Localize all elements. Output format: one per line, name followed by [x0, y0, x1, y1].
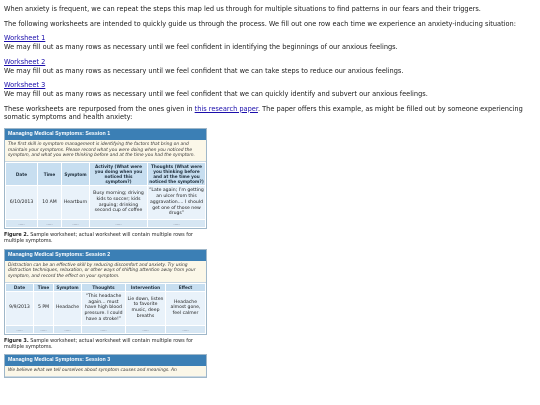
- table-cell: 6/10/2013: [6, 186, 38, 220]
- caption-label: Figure 3.: [4, 337, 29, 344]
- table-cell: 9/9/2013: [6, 291, 34, 325]
- figure-session-1: [4, 128, 207, 245]
- ellipsis-cell: .....: [38, 219, 62, 227]
- worksheet-1-description: We may fill out as many rows as necessary until we feel confident in identifying the beginnings of our anxious feelings.: [4, 43, 398, 52]
- table-cell: Headache: [54, 291, 82, 325]
- caption-label: Figure 2.: [4, 231, 29, 238]
- column-header: Symptom: [54, 283, 82, 291]
- column-header: Date: [6, 163, 38, 186]
- worksheet-image-session-1: [4, 128, 207, 229]
- table-cell: “Late again; I’m getting an ulcer from this aggravation.... I should get one of those new drugs”: [148, 186, 206, 220]
- table-row: [6, 186, 206, 220]
- worksheet-table: [5, 162, 206, 228]
- ellipsis-cell: .....: [62, 219, 90, 227]
- figure-title: Managing Medical Symptoms: Session 2: [5, 250, 206, 261]
- caption-text: Sample worksheet; actual worksheet will contain multiple rows for multiple symptoms.: [4, 337, 193, 350]
- figure-instructions: We believe what we tell ourselves about symptom causes and meanings. An: [5, 366, 206, 377]
- ellipsis-cell: .....: [34, 325, 54, 333]
- figure-session-3: [4, 354, 207, 378]
- ellipsis-cell: .....: [148, 219, 206, 227]
- worksheets-intro-paragraph: The following worksheets are intended to quickly guide us through the process. We fill out one row each time we experience an anxiety-inducing situation:: [4, 19, 516, 28]
- table-cell: Heartburn: [62, 186, 90, 220]
- table-cell: “This headache again... must have high blood pressure. I could have a stroke!”: [82, 291, 126, 325]
- worksheet-2-description: We may fill out as many rows as necessary until we feel confident that we can take steps to reduce our anxious feelings.: [4, 66, 404, 75]
- intro-paragraph: When anxiety is frequent, we can repeat the steps this map led us through for multiple situations to find patterns in our fears and their triggers.: [4, 5, 481, 13]
- worksheet-2-link[interactable]: Worksheet 2: [4, 57, 46, 66]
- worksheet-3-description: We may fill out as many rows as necessary until we feel confident that we can quickly identify and subvert our anxious feelings.: [4, 89, 428, 98]
- column-header: Date: [6, 283, 34, 291]
- column-header: Activity (What were you doing when you noticed this symptom?): [90, 163, 148, 186]
- column-header: Intervention: [126, 283, 166, 291]
- column-header: Effect: [166, 283, 206, 291]
- worksheet-image-session-3: [4, 354, 207, 378]
- table-continuation-row: [6, 219, 206, 227]
- ellipsis-cell: .....: [90, 219, 148, 227]
- repurposed-paragraph: [4, 105, 536, 122]
- ellipsis-cell: .....: [54, 325, 82, 333]
- worksheet-2-block: [4, 58, 536, 75]
- figure-title: Managing Medical Symptoms: Session 1: [5, 129, 206, 140]
- column-header: Thoughts (What were you thinking before and at the time you noticed the symptom?): [149, 164, 204, 185]
- figure-session-2: [4, 249, 207, 351]
- worksheet-3-link[interactable]: Worksheet 3: [4, 81, 46, 90]
- figure-caption: [4, 338, 207, 351]
- table-header-row: [6, 283, 206, 291]
- worksheet-3-block: [4, 81, 536, 98]
- ellipsis-cell: .....: [82, 325, 126, 333]
- table-header-row: [6, 163, 206, 186]
- figure-title: Managing Medical Symptoms: Session 3: [5, 355, 206, 366]
- figure-instructions: Distraction can be an effective skill by reducing discomfort and anxiety. Try using distraction techniques, relaxation, or other ways of shifting attention away from your symptom, and record the effect on your symptom.: [5, 261, 206, 283]
- research-paper-link[interactable]: this research paper: [194, 104, 258, 113]
- caption-text: Sample worksheet; actual worksheet will contain multiple rows for multiple symptoms.: [4, 231, 193, 245]
- table-cell: Headache almost gone, feel calmer: [166, 291, 206, 325]
- table-cell: Lie down, listen to favorite music, deep breaths: [126, 291, 166, 325]
- repurposed-text-before: These worksheets are repurposed from the ones given in: [4, 104, 195, 113]
- column-header: Thoughts: [82, 283, 126, 291]
- table-cell: Busy morning; driving kids to soccer; kids arguing; drinking second cup of coffee: [90, 186, 148, 220]
- worksheet-1-block: [4, 34, 536, 51]
- ellipsis-cell: .....: [6, 219, 38, 227]
- worksheet-1-link[interactable]: Worksheet 1: [4, 34, 46, 43]
- column-header: Symptom: [62, 163, 90, 186]
- figure-caption: [4, 232, 207, 245]
- table-cell: 10 AM: [38, 186, 62, 220]
- worksheet-table: [5, 283, 206, 334]
- ellipsis-cell: .....: [6, 325, 34, 333]
- table-continuation-row: [6, 325, 206, 333]
- table-cell: 5 PM: [34, 291, 54, 325]
- table-row: [6, 291, 206, 325]
- ellipsis-cell: .....: [126, 325, 166, 333]
- worksheet-image-session-2: [4, 249, 207, 335]
- ellipsis-cell: .....: [166, 325, 206, 333]
- column-header: Time: [38, 163, 62, 186]
- repurposed-text-after: . The paper offers this example, as might be filled out by someone experiencing somatic symptoms and health anxiety:: [4, 104, 523, 122]
- column-header: Time: [34, 283, 54, 291]
- figure-instructions: The first skill in symptom management is identifying the factors that bring on and maintain your symptoms. Please record what you were doing when you noticed the symptom, and what you were thinking before and at the time you had the symptom.: [5, 140, 206, 162]
